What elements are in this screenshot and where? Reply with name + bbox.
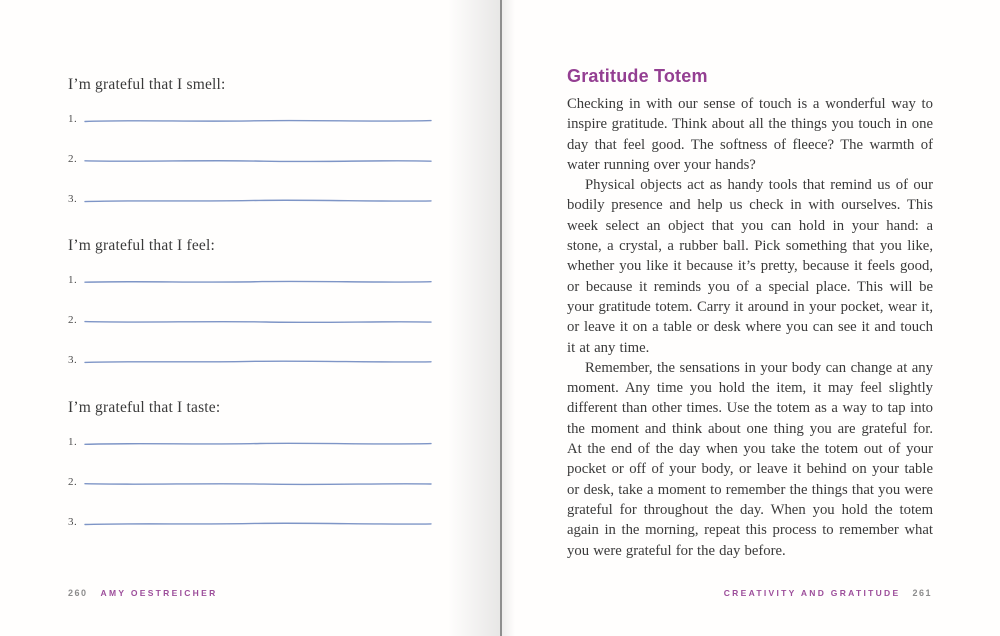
prompt-section-taste — [68, 398, 433, 548]
spine-shadow-left — [448, 0, 500, 636]
line-number: 2. — [68, 314, 78, 326]
writing-line — [68, 193, 433, 209]
left-page-content — [68, 0, 433, 636]
prompt-heading: I’m grateful that I feel: — [68, 237, 216, 254]
writing-line-rule — [84, 520, 432, 528]
writing-line-rule — [84, 358, 432, 366]
chapter-running-footer: CREATIVITY AND GRATITUDE — [723, 588, 901, 598]
writing-line — [68, 274, 433, 290]
writing-line — [68, 113, 433, 129]
line-number: 1. — [68, 436, 78, 448]
body-paragraph-2: Physical objects act as handy tools that remind us of our bodily presence and help us check in with ourselves. This week select an object that you can hold in your hand: a stone, a crystal, a rubber ball. Pick something that you like, whether you like it because it’s pretty, because it feels good, or because it reminds you of a special place. This will be your gratitude totem. Carry it around in your pocket, wear it, or leave it on a table or desk where you can see it and touch it at any time. — [567, 177, 933, 356]
author-running-footer: AMY OESTREICHER — [100, 588, 218, 598]
writing-line-rule — [84, 440, 432, 448]
section-title: Gratitude Totem — [567, 66, 708, 86]
body-paragraph-3: Remember, the sensations in your body can change at any moment. Any time you hold the item, it may feel slightly different than other times. Use the totem as a way to tap into the moment and think about one thing you are grateful for. At the end of the day when you take the totem out of your pocket or off of your body, or leave it behind on your table or desk, take a moment to remember the things that you were grateful for throughout the day. When you hold the totem again in the morning, repeat this process to remember what you were grateful for the day before. — [567, 359, 933, 559]
prompt-heading: I’m grateful that I smell: — [68, 76, 226, 93]
page-number-right: 261 — [912, 588, 932, 598]
right-page — [500, 0, 1000, 636]
writing-line-rule — [84, 318, 432, 326]
prompt-section-feel — [68, 236, 433, 386]
right-footer — [724, 583, 932, 597]
writing-line — [68, 153, 433, 169]
prompt-heading: I’m grateful that I taste: — [68, 399, 221, 416]
prompt-section-smell — [68, 75, 433, 225]
line-number: 1. — [68, 274, 78, 286]
writing-line-rule — [84, 197, 432, 205]
right-page-content — [567, 66, 933, 561]
writing-line — [68, 516, 433, 532]
line-number: 3. — [68, 354, 78, 366]
line-number: 1. — [68, 113, 78, 125]
writing-line-rule — [84, 157, 432, 165]
writing-line — [68, 354, 433, 370]
line-number: 3. — [68, 193, 78, 205]
line-number: 2. — [68, 476, 78, 488]
writing-line-rule — [84, 480, 432, 488]
writing-line — [68, 314, 433, 330]
line-number: 3. — [68, 516, 78, 528]
writing-line-rule — [84, 278, 432, 286]
writing-line — [68, 436, 433, 452]
left-footer — [68, 583, 218, 597]
writing-line — [68, 476, 433, 492]
line-number: 2. — [68, 153, 78, 165]
page-number-left: 260 — [68, 588, 88, 598]
writing-line-rule — [84, 117, 432, 125]
body-paragraph-1: Checking in with our sense of touch is a wonderful way to inspire gratitude. Think about all the things you touch in one day that feel good. The softness of fleece? The warmth of water running over your hands? — [567, 96, 933, 173]
